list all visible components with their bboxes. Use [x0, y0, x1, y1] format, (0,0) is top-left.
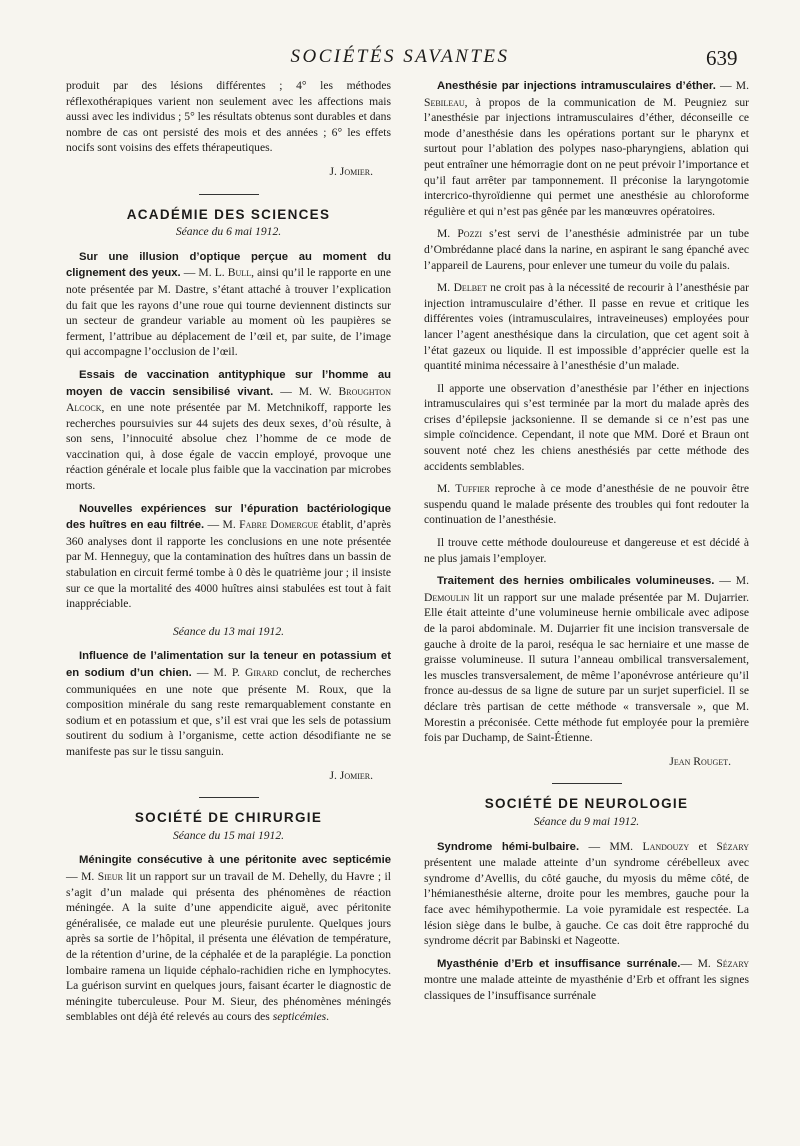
paragraph-conclusion: Il trouve cette méthode douloureuse et dangereuse et est décidé à ne plus jamais l’employer.	[424, 536, 749, 565]
section-title-chirurgie: SOCIÉTÉ DE CHIRURGIE	[134, 810, 323, 826]
divider	[552, 783, 622, 784]
article-demoulin: Traitement des hernies ombilicales volumineuses. — M. Demoulin lit un rapport sur une malade présentée par M. Dujarrier. Elle était atteinte d’une volumineuse hernie ombilicale avec adipose de la paroi abdominale. M. Dujarrier fit une incision transversale de gauche à droite de la paroi, reséqua le sac herniaire et une masse de graisse volumineuse. Il sutura l’anneau ombilical transversalement, les muscles transversalement, de même l’aponévrose antérieure qu’il fronce au-dessus de sa ligne de suture par un surjet superficiel. Il se déclare très partisan de cette méthode « transversale », que M. Morestin a préconisée. Cette méthode fut employée pour la première fois par Duchamp, de Saint-Étienne.	[424, 574, 749, 745]
author-name: Tuffier	[455, 482, 490, 496]
section-title-neurologie: SOCIÉTÉ DE NEUROLOGIE	[484, 796, 689, 812]
session-date: Séance du 15 mai 1912.	[172, 828, 285, 842]
article-body: présentent une malade atteinte d’un syndrome cérébelleux avec syndrome d’Avellis, du côté gauche, du myosis du même côté, de l’hémianesthésie alterne, droite pour les membres, gauche pour la face avec hémihypothermie. La voie pyramidale est respectée. La lésion siège dans le bulbe, à gauche. Ce cas doit être rapproché du syndrome décrit par Babinski et Nageotte.	[424, 856, 749, 948]
article-girard: Influence de l’alimentation sur la teneur en potassium et en sodium d’un chien. — M. P. Girard conclut, de recherches communiquées en une note que présente M. Roux, que la composition minérale du sang reste remarquablement constante en sodium et en potassium et que, s’il est vrai que les sels de potassium soutirent du sodium à l’organisme, cette action désodifiante ne se manifeste pas sur le tissu sanguin.	[66, 650, 391, 758]
article-body: , en une note présentée par M. Metchnikoff, rapporte les recherches poursuivies sur 44 sujets des deux sexes, d’où résulte, à son sens, l’innocuité absolue chez l’homme de ce mode de vaccination qui, à dose égale de vaccin employé, provoque une réaction générale et locale plus faible que la vaccination par microbes morts.	[66, 401, 391, 493]
left-column	[66, 78, 391, 1032]
author-name: Demoulin	[424, 590, 470, 604]
signature: Jean Rouget.	[669, 754, 731, 768]
divider	[199, 797, 259, 798]
paragraph-delbet: M. Delbet ne croit pas à la nécessité de recourir à l’anesthésie par injection intramusculaire d’éther. Il passe en revue et critique les différentes voies (intramusculaires, intraveineuses) employées pour lancer l’agent anesthésique dans la circulation, que cet agent soit à l’état gazeux ou liquide. Il est impossible d’apprécier quelle est la quantité minima nécessaire à l’anesthésie d’un malade.	[424, 281, 749, 373]
article-heading: Méningite consécutive à une péritonite avec septicémie	[79, 854, 391, 867]
article-body: lit un rapport sur un travail de M. Dehelly, du Havre ; il s’agit d’un malade qui présenta des phénomènes de réaction méningée. A la suite d’une appendicite aiguë, avec péritonite généralisée, ce malade eut une pleurésie purulente. Quelques jours après sa sortie de l’hôpital, il présenta une élévation de température, de la rétention d’urine, de la céphalée et de la paraplégie. La ponction lombaire ramena un liquide céphalo-rachidien riche en lymphocytes. La guérison survint en quelques jours, faisant écarter le diagnostic de méningite tuberculeuse. Pour M. Sieur, des phénomènes méningés semblables ont déjà été relevés au cours des	[66, 869, 391, 1024]
article-body: conclut, de recherches communiquées en une note que présente M. Roux, que la composition minérale du sang reste remarquablement constante en sodium et en potassium et que, s’il est vrai que les sels de potassium soutirent du sodium à l’organisme, cette action désodifiante ne se manifeste pas sur le tissu sanguin.	[66, 666, 391, 758]
author-name: Broughton Alcock	[66, 384, 391, 415]
article-fabre: Nouvelles expériences sur l’épuration bactériologique des huîtres en eau filtrée. — M. Fabre Domergue établit, d’après 360 analyses dont il rapporte les conclusions en une note présentée par M. Henneguy, que la contamination des huîtres dans un bassin de stabulation en circuit fermé tombe à 0 dès le quatrième jour ; il insiste sur ce que la mortalité des 4000 huîtres ainsi stabulées est tout à fait inappréciable.	[66, 502, 391, 611]
article-heading: Essais de vaccination antityphique sur l’homme au moyen de vaccin sensibilisé vivant.	[66, 368, 391, 398]
article-heading: Traitement des hernies ombilicales volumineuses.	[437, 575, 715, 588]
session-date: Séance du 6 mai 1912.	[175, 225, 282, 239]
author-name: Sézary	[716, 839, 749, 853]
paragraph-pozzi: M. Pozzi s’est servi de l’anesthésie administrée par un tube d’Ombrédanne placé dans la narine, en aspirant le sang épanché avec l’appareil de Laurens, pour enlever une tumeur du voile du palais.	[424, 227, 749, 272]
article-sezary: Myasthénie d’Erb et insuffisance surrénale.— M. Sézary montre une malade atteinte de myasthénie d’Erb et offrant les signes classiques de l’insuffisance surrénale	[424, 956, 749, 1002]
article-landouzy: Syndrome hémi-bulbaire. — MM. Landouzy et Sézary présentent une malade atteinte d’un syndrome cérébelleux avec syndrome d’Avellis, du côté gauche, du myosis du même côté, de l’hémianesthésie alterne, droite pour les membres, gauche pour la face avec hémihypothermie. La voie pyramidale est respectée. La lésion siège dans le bulbe, à gauche. Ce cas doit être rapproché du syndrome décrit par Babinski et Nageotte.	[424, 839, 749, 948]
article-heading: Nouvelles expériences sur l’épuration bactériologique des huîtres en eau filtrée.	[66, 502, 391, 532]
signature: J. Jomier.	[329, 768, 373, 782]
article-body: montre une malade atteinte de myasthénie d’Erb et offrant les signes classiques de l’insuffisance surrénale	[424, 973, 749, 1002]
article-heading: Influence de l’alimentation sur la teneur en potassium et en sodium d’un chien.	[66, 650, 391, 679]
article-heading: Syndrome hémi-bulbaire.	[437, 840, 580, 853]
page-number: 639	[706, 46, 738, 70]
section-title-academie: ACADÉMIE DES SCIENCES	[126, 206, 331, 222]
author-name: Sézary	[716, 956, 749, 970]
signature: J. Jomier.	[329, 164, 373, 178]
page-title: SOCIÉTÉS SAVANTES	[290, 46, 510, 67]
article-body: , à propos de la communication de M. Peugniez sur l’anesthésie par injections intramusculaires d’éther, déconseille ce mode d’anesthésie dans les opérations portant sur le pharynx et surtout pour l’ablation des polypes naso-pharyngiens, ablation qui peut entraîner une hémorragie dont on ne peut prévoir l’importance et qu’il faut arrêter par tamponnement. Il préconise la laryngotomie intercrico-thyroïdienne qui permet une anesthésie au chloroforme régulière et qui n’est pas gênée par les manœuvres opératoires.	[424, 95, 749, 218]
author-name: Landouzy	[642, 839, 690, 853]
paragraph-tuffier: M. Tuffier reproche à ce mode d’anesthésie de ne pouvoir être suspendu quand le malade présente des troubles qui font redouter la continuation de l’anesthésie.	[424, 482, 749, 527]
author-name: Fabre Domergue	[239, 518, 319, 532]
article-sebileau: Anesthésie par injections intramusculaires d’éther. — M. Sebileau, à propos de la communication de M. Peugniez sur l’anesthésie par injections intramusculaires d’éther, déconseille ce mode d’anesthésie dans les opérations portant sur le pharynx et surtout pour l’ablation des polypes naso-pharyngiens, ablation qui peut entraîner une hémorragie dont on ne peut prévoir l’importance et qu’il faut arrêter par tamponnement. Il préconise la laryngotomie intercrico-thyroïdienne qui permet une anesthésie au chloroforme régulière et qui n’est pas gênée par les manœuvres opératoires.	[424, 79, 749, 218]
article-broughton: Essais de vaccination antityphique sur l’homme au moyen de vaccin sensibilisé vivant. — M. W. Broughton Alcock, en une note présentée par M. Metchnikoff, rapporte les recherches poursuivies sur 44 sujets des deux sexes, d’où résulte, à son sens, l’innocuité absolue chez l’homme de ce mode de vaccination qui, à dose égale de vaccin employé, provoque une réaction générale et locale plus faible que la vaccination par microbes morts.	[66, 368, 391, 493]
divider	[199, 194, 259, 195]
author-name: Pozzi	[457, 227, 483, 241]
right-column	[424, 78, 749, 1010]
article-body: lit un rapport sur une malade présentée par M. Dujarrier. Elle était atteinte d’une volumineuse hernie ombilicale avec adipose de la paroi abdominale. M. Dujarrier fit une incision transversale de gauche à droite de la paroi, reséqua le sac herniaire et une masse de graisse volumineuse. Il sutura l’anneau ombilical transversalement, les muscles transversalement, de même l’aponévrose antérieure qu’il fronce au-dessus de sa ligne de suture par un surjet superficiel. Il se déclare très partisan de cette méthode « transversale », que M. Morestin a préconisée. Cette méthode fut employée pour la première fois par Duchamp, de Saint-Étienne.	[424, 590, 749, 745]
author-name: Sieur	[97, 869, 123, 883]
author-name: Delbet	[453, 281, 487, 295]
author-name: Bull	[227, 266, 252, 280]
author-name: Girard	[244, 666, 279, 679]
intro-paragraph: produit par des lésions différentes ; 4° les méthodes réflexothérapiques varient non seulement avec les affections mais aussi avec les individus ; 5° les résultats obtenus sont durables et dans nombre de cas ont persisté des mois et des années ; 6° les effets nocifs sont voisins des effets thérapeutiques.	[66, 79, 391, 155]
article-sieur: Méningite consécutive à une péritonite avec septicémie — M. Sieur lit un rapport sur un travail de M. Dehelly, du Havre ; il s’agit d’un malade qui présenta des phénomènes de réaction méningée. A la suite d’une appendicite aiguë, avec péritonite généralisée, ce malade eut une pleurésie purulente. Quelques jours après sa sortie de l’hôpital, il présenta une élévation de température, de la rétention d’urine, de la céphalée et de la paraplégie. La ponction lombaire ramena un liquide céphalo-rachidien riche en lymphocytes. La guérison survint en quelques jours, faisant écarter le diagnostic de méningite tuberculeuse. Pour M. Sieur, des phénomènes méningés semblables ont déjà été relevés au cours des septicémies.	[66, 854, 391, 1024]
session-date: Séance du 9 mai 1912.	[533, 814, 640, 828]
author-name: Sebileau	[424, 95, 465, 109]
session-date: Séance du 13 mai 1912.	[172, 624, 285, 638]
article-bull: Sur une illusion d’optique perçue au moment du clignement des yeux. — M. L. Bull, ainsi qu’il le rapporte en une note présentée par M. Dastre, s’étant attaché à trouver l’explication du fait que les rayons d’une roue qui tourne deviennent distincts sur un secteur de grandeur variable au moment où les paupières se ferment, l’attribue au déplacement de l’œil et, par suite, de l’image qui accompagne l’occlusion de l’œil.	[66, 250, 391, 359]
article-body: établit, d’après 360 analyses dont il rapporte les conclusions en une note présentée par M. Henneguy, que la contamination des huîtres dans un bassin de stabulation en circuit fermé tombe à 0 dès le quatrième jour ; il insiste sur ce que la mortalité des 4000 huîtres ainsi stabulées est tout à fait inappréciable.	[66, 518, 391, 611]
article-heading: Anesthésie par injections intramusculaires d’éther.	[437, 80, 716, 92]
article-heading: Sur une illusion d’optique perçue au moment du clignement des yeux.	[66, 250, 391, 280]
paragraph-observation: Il apporte une observation d’anesthésie par l’éther en injections intramusculaires qui s’est terminée par la mort du malade après des crises d’épilepsie jacksonienne. Il se demande si ce n’est pas une simple coïncidence. Cependant, il note que MM. Doré et Braun ont souvent noté chez les chiens anesthésiés par cette méthode des accidents semblables.	[424, 381, 749, 473]
article-heading: Myasthénie d’Erb et insuffisance surrénale.	[437, 957, 681, 970]
article-body: , ainsi qu’il le rapporte en une note présentée par M. Dastre, s’étant attaché à trouver l’explication du fait que les rayons d’une roue qui tourne deviennent distincts sur un secteur de grandeur variable au moment où les paupières se ferment, l’attribue au déplacement de l’œil et, par suite, de l’image qui accompagne l’occlusion de l’œil.	[66, 266, 391, 359]
